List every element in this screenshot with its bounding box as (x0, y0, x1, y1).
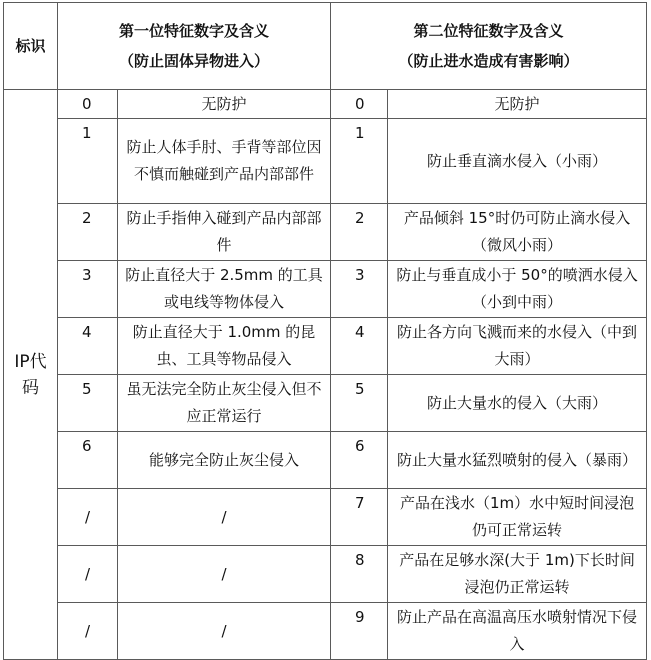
table-row (4, 546, 647, 603)
table-row (4, 261, 647, 318)
table-row (4, 432, 647, 489)
ip-code-label-line1: IP代 (14, 351, 47, 372)
second-digit-meaning: 产品在浅水（1m）水中短时间浸泡仍可正常运转 (388, 489, 647, 546)
header-row (4, 3, 647, 90)
first-digit-meaning: 能够完全防止灰尘侵入 (118, 432, 331, 489)
table-row (4, 90, 647, 119)
second-digit-meaning: 产品在足够水深(大于 1m)下长时间浸泡仍正常运转 (388, 546, 647, 603)
second-digit: 0 (331, 90, 388, 119)
header-second-digit-subtitle: （防止进水造成有害影响） (398, 52, 579, 70)
second-digit-meaning: 防止大量水猛烈喷射的侵入（暴雨） (388, 432, 647, 489)
second-digit-meaning: 产品倾斜 15°时仍可防止滴水侵入（微风小雨） (388, 204, 647, 261)
second-digit-meaning: 防止产品在高温高压水喷射情况下侵入 (388, 603, 647, 660)
first-digit: / (58, 546, 118, 603)
second-digit: 8 (331, 546, 388, 603)
second-digit-meaning: 无防护 (388, 90, 647, 119)
table-row (4, 603, 647, 660)
second-digit-meaning: 防止垂直滴水侵入（小雨） (388, 119, 647, 204)
ip-code-table (3, 2, 647, 660)
table-row (4, 119, 647, 204)
first-digit: 3 (58, 261, 118, 318)
first-digit-meaning: 防止手指伸入碰到产品内部部件 (118, 204, 331, 261)
first-digit: / (58, 603, 118, 660)
second-digit-meaning: 防止各方向飞溅而来的水侵入（中到大雨） (388, 318, 647, 375)
table-row (4, 204, 647, 261)
ip-code-label (4, 90, 58, 660)
header-second-digit-title: 第二位特征数字及含义 (413, 22, 564, 40)
table-row (4, 375, 647, 432)
first-digit: 5 (58, 375, 118, 432)
second-digit: 5 (331, 375, 388, 432)
second-digit: 4 (331, 318, 388, 375)
second-digit-meaning: 防止与垂直成小于 50°的喷洒水侵入（小到中雨） (388, 261, 647, 318)
first-digit: 1 (58, 119, 118, 204)
second-digit: 1 (331, 119, 388, 204)
ip-code-label-line2: 码 (22, 377, 39, 398)
header-second-digit (331, 3, 647, 90)
second-digit-meaning: 防止大量水的侵入（大雨） (388, 375, 647, 432)
second-digit: 6 (331, 432, 388, 489)
first-digit: 2 (58, 204, 118, 261)
first-digit-meaning: 防止直径大于 2.5mm 的工具或电线等物体侵入 (118, 261, 331, 318)
table-row (4, 318, 647, 375)
first-digit-meaning: 无防护 (118, 90, 331, 119)
first-digit: / (58, 489, 118, 546)
header-first-digit (58, 3, 331, 90)
second-digit: 7 (331, 489, 388, 546)
first-digit-meaning: 防止人体手肘、手背等部位因不慎而触碰到产品内部部件 (118, 119, 331, 204)
first-digit: 6 (58, 432, 118, 489)
first-digit-meaning: 虽无法完全防止灰尘侵入但不应正常运行 (118, 375, 331, 432)
first-digit-meaning: / (118, 603, 331, 660)
first-digit: 0 (58, 90, 118, 119)
second-digit: 2 (331, 204, 388, 261)
header-first-digit-title: 第一位特征数字及含义 (119, 22, 270, 40)
first-digit-meaning: / (118, 546, 331, 603)
table-row (4, 489, 647, 546)
header-label: 标识 (4, 3, 58, 90)
header-first-digit-subtitle: （防止固体异物进入） (119, 52, 270, 70)
first-digit-meaning: 防止直径大于 1.0mm 的昆虫、工具等物品侵入 (118, 318, 331, 375)
second-digit: 9 (331, 603, 388, 660)
second-digit: 3 (331, 261, 388, 318)
first-digit: 4 (58, 318, 118, 375)
first-digit-meaning: / (118, 489, 331, 546)
